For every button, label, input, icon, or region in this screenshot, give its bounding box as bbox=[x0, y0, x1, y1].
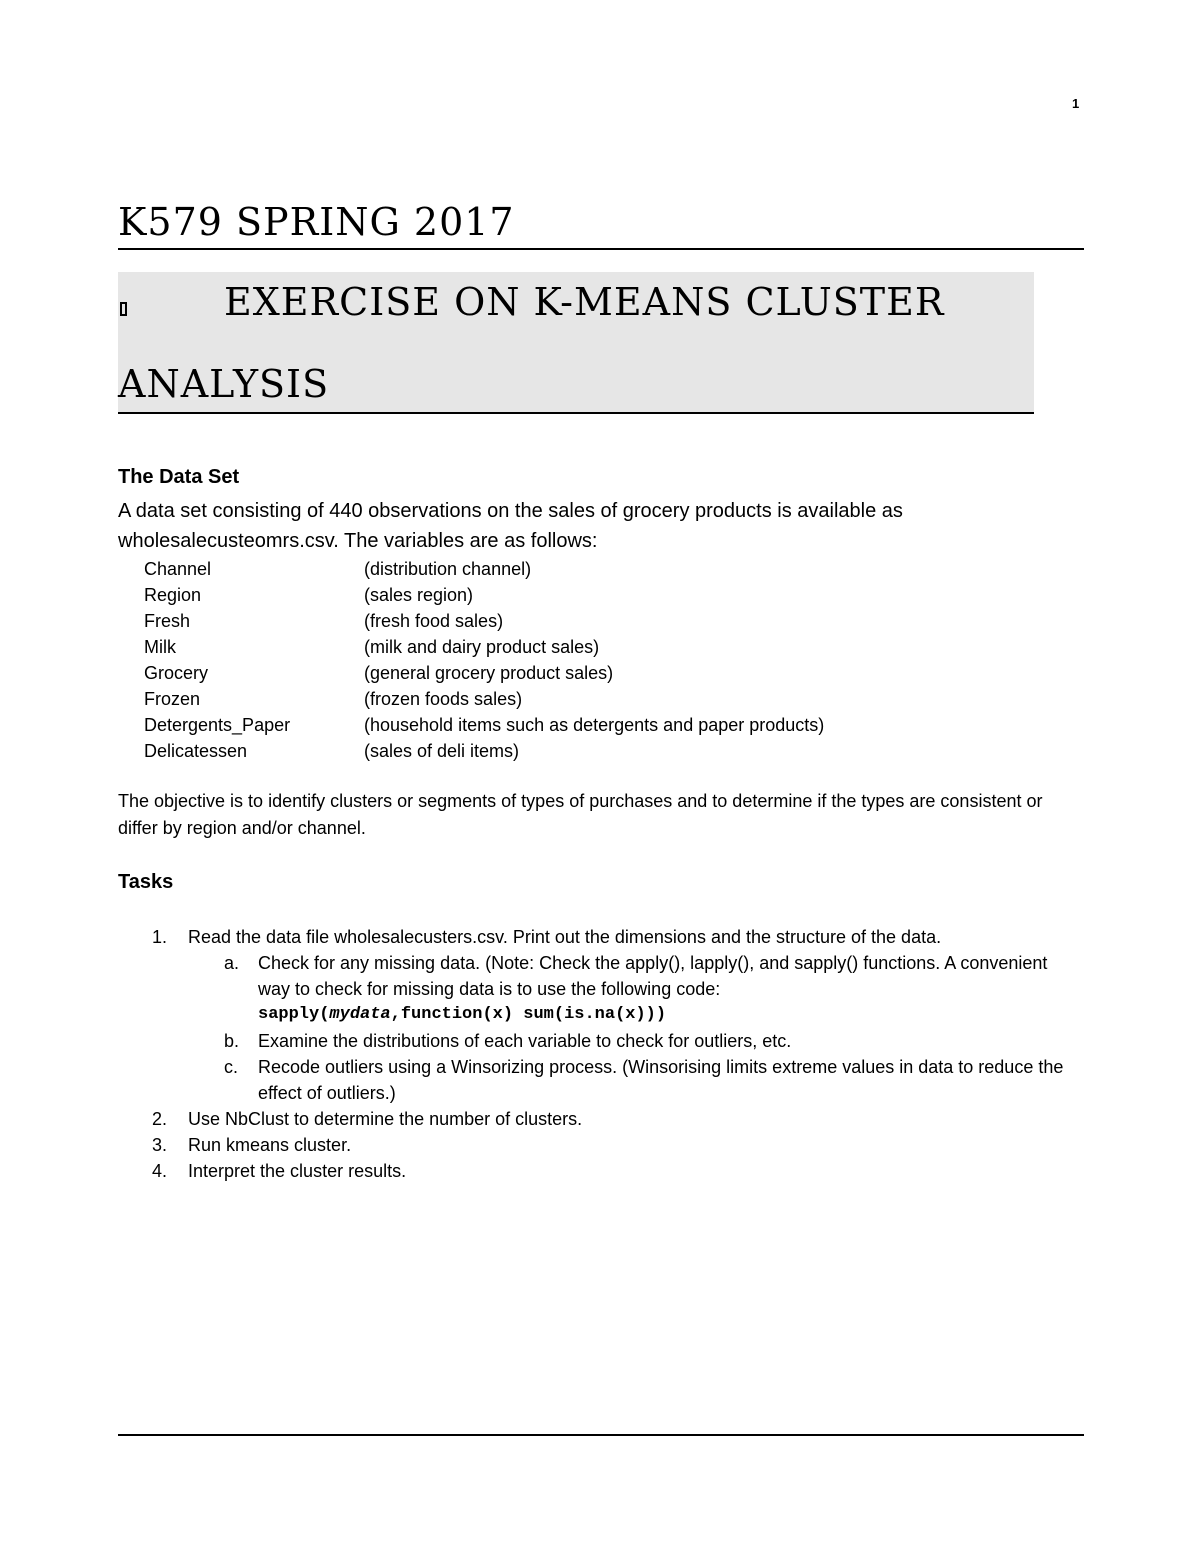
variable-name: Region bbox=[144, 585, 202, 605]
task-number: 2. bbox=[152, 1109, 168, 1129]
footer-divider bbox=[118, 1434, 1084, 1436]
variable-name: Channel bbox=[144, 559, 212, 579]
subtask-letter: b. bbox=[224, 1031, 240, 1051]
exercise-title-line2: ANALYSIS bbox=[118, 362, 330, 406]
subtask-item bbox=[118, 1054, 1078, 1106]
code-suffix: ,function(x) sum(is.na(x))) bbox=[390, 1005, 667, 1024]
data-set-intro: A data set consisting of 440 observations on the sales of grocery products is available as wholesalecusteomrs.csv. The variables are as follows: bbox=[118, 500, 903, 552]
task-list bbox=[118, 924, 1078, 1184]
code-prefix: sapply( bbox=[258, 1005, 330, 1024]
subtask-letter: c. bbox=[224, 1057, 239, 1077]
subtask-item bbox=[118, 950, 1078, 1028]
subtask-text: Examine the distributions of each variable to check for outliers, etc. bbox=[258, 1031, 792, 1051]
variable-description: (frozen foods sales) bbox=[364, 689, 523, 709]
task-item bbox=[118, 924, 1078, 950]
variable-description: (sales of deli items) bbox=[364, 741, 520, 761]
variable-description: (milk and dairy product sales) bbox=[364, 637, 600, 657]
variable-name: Grocery bbox=[144, 663, 209, 683]
objective-paragraph: The objective is to identify clusters or segments of types of purchases and to determine if the types are consistent or differ by region and/or channel. bbox=[118, 791, 1043, 838]
task-item bbox=[118, 1132, 1078, 1158]
task-number: 3. bbox=[152, 1135, 168, 1155]
task-number: 1. bbox=[152, 927, 168, 947]
variable-description: (sales region) bbox=[364, 585, 474, 605]
variable-description: (general grocery product sales) bbox=[364, 663, 614, 683]
task-text: Interpret the cluster results. bbox=[188, 1161, 407, 1181]
variable-name: Milk bbox=[144, 637, 176, 657]
variable-name: Fresh bbox=[144, 611, 191, 631]
variable-name: Delicatessen bbox=[144, 741, 248, 761]
variable-name: Frozen bbox=[144, 689, 201, 709]
subtask-text: Check for any missing data. (Note: Check the apply(), lapply(), and sapply() functions. A convenient way to check for missing data is to use the following code: bbox=[258, 953, 1048, 999]
task-text: Use NbClust to determine the number of clusters. bbox=[188, 1109, 583, 1129]
variable-name: Detergents_Paper bbox=[144, 715, 291, 735]
task-item bbox=[118, 1106, 1078, 1132]
title-divider bbox=[118, 248, 1084, 250]
code-snippet bbox=[118, 1002, 1078, 1028]
task-text: Read the data file wholesalecusters.csv. Print out the dimensions and the structure of the data. bbox=[188, 927, 942, 947]
subtask-letter: a. bbox=[224, 953, 240, 973]
task-number: 4. bbox=[152, 1161, 168, 1181]
variable-description: (distribution channel) bbox=[364, 559, 532, 579]
data-set-heading: The Data Set bbox=[118, 466, 240, 488]
page-number: 1 bbox=[1072, 96, 1080, 111]
tasks-heading: Tasks bbox=[118, 871, 174, 893]
variable-description: (household items such as detergents and paper products) bbox=[364, 715, 825, 735]
code-argument: mydata bbox=[329, 1005, 391, 1024]
exercise-title-line1: EXERCISE ON K-MEANS CLUSTER bbox=[224, 280, 945, 324]
variable-description: (fresh food sales) bbox=[364, 611, 504, 631]
task-text: Run kmeans cluster. bbox=[188, 1135, 352, 1155]
course-title: K579 SPRING 2017 bbox=[118, 200, 515, 244]
exercise-banner bbox=[118, 272, 1034, 414]
bullet-marker-icon bbox=[120, 302, 127, 316]
task-item bbox=[118, 1158, 1078, 1184]
subtask-text: Recode outliers using a Winsorizing process. (Winsorising limits extreme values in data to reduce the effect of outliers.) bbox=[258, 1057, 1064, 1103]
subtask-item bbox=[118, 1028, 1078, 1054]
